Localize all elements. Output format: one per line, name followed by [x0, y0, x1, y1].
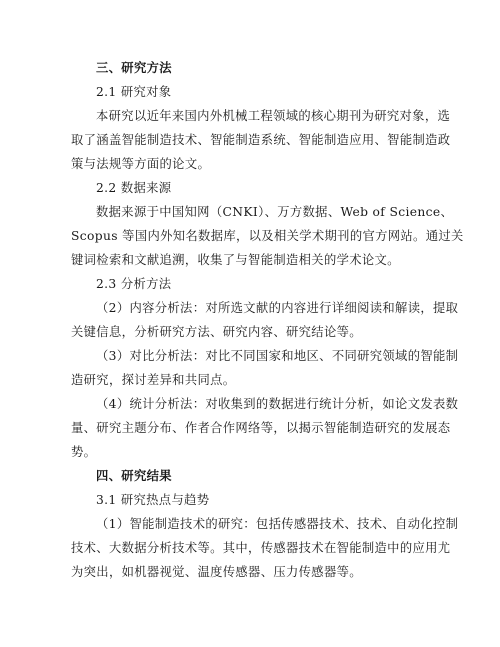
paragraph-line: 为突出，如机器视觉、温度传感器、压力传感器等。	[71, 565, 362, 579]
paragraph-line: Scopus 等国内外知名数据库，以及相关学术期刊的官方网站。通过关	[71, 229, 464, 243]
subsection-heading-data-source: 2.2 数据来源	[96, 181, 172, 195]
paragraph-line: 技术、大数据分析技术等。其中，传感器技术在智能制造中的应用尤	[71, 541, 451, 555]
paragraph-line: （3）对比分析法：对比不同国家和地区、不同研究领域的智能制	[96, 349, 459, 363]
paragraph-line: 策与法规等方面的论文。	[71, 157, 211, 171]
paragraph-line: 本研究以近年来国内外机械工程领域的核心期刊为研究对象，选	[96, 109, 451, 123]
paragraph-line: 数据来源于中国知网（CNKI）、万方数据、Web of Science、	[96, 205, 454, 219]
subsection-heading-analysis-method: 2.3 分析方法	[96, 277, 172, 291]
paragraph-line: （1）智能制造技术的研究：包括传感器技术、技术、自动化控制	[96, 517, 459, 531]
section-heading-results: 四、研究结果	[96, 468, 172, 483]
paragraph-line: 取了涵盖智能制造技术、智能制造系统、智能制造应用、智能制造政	[71, 133, 451, 147]
subsection-heading-hotspots-trends: 3.1 研究热点与趋势	[96, 493, 210, 507]
paragraph-line: （2）内容分析法：对所选文献的内容进行详细阅读和解读，提取	[96, 301, 459, 315]
paragraph-line: 键词检索和文献追溯，收集了与智能制造相关的学术论文。	[71, 253, 400, 267]
paragraph-line: 量、研究主题分布、作者合作网络等，以揭示智能制造研究的发展态	[71, 421, 451, 435]
section-heading-methods: 三、研究方法	[96, 60, 172, 75]
paragraph-line: 势。	[71, 445, 97, 459]
paragraph-line: 造研究，探讨差异和共同点。	[71, 373, 236, 387]
paragraph-line: （4）统计分析法：对收集到的数据进行统计分析，如论文发表数	[96, 397, 459, 411]
paragraph-line: 关键信息，分析研究方法、研究内容、研究结论等。	[71, 325, 362, 339]
subsection-heading-research-object: 2.1 研究对象	[96, 85, 172, 99]
